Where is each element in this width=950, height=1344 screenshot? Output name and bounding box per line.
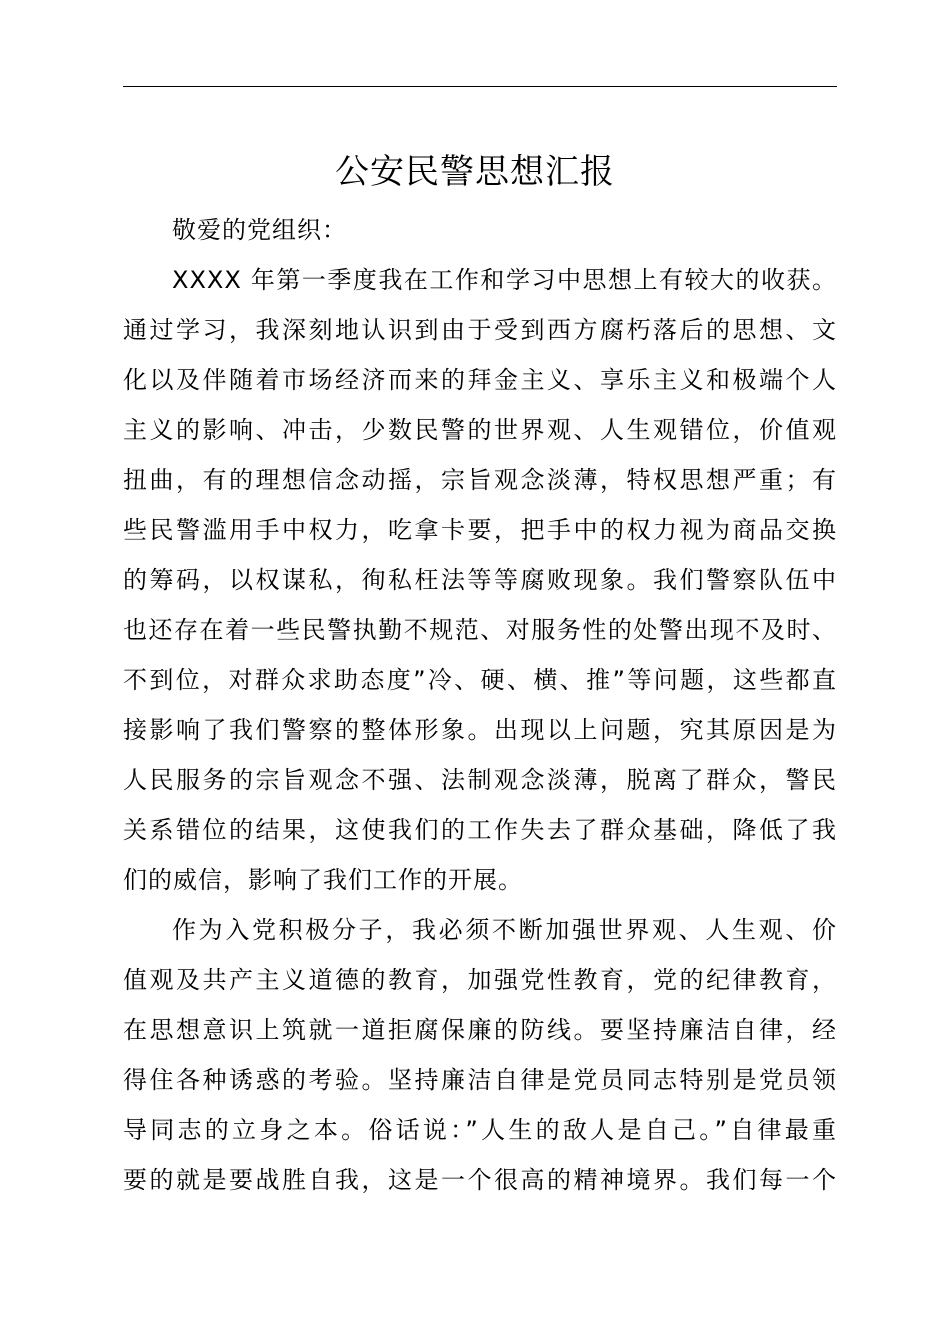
text-line: 值观及共产主义道德的教育，加强党性教育，党的纪律教育， bbox=[123, 966, 837, 994]
text-line: 得住各种诱惑的考验。坚持廉洁自律是党员同志特别是党员领 bbox=[123, 1066, 837, 1094]
text-line: 化以及伴随着市场经济而来的拜金主义、享乐主义和极端个人 bbox=[123, 366, 837, 394]
paragraph-1 bbox=[123, 255, 837, 905]
text-line: 作为入党积极分子，我必须不断加强世界观、人生观、价 bbox=[172, 916, 837, 944]
text-line: 要的就是要战胜自我，这是一个很高的精神境界。我们每一个 bbox=[123, 1166, 837, 1194]
text-line: 的筹码，以权谋私，徇私枉法等等腐败现象。我们警察队伍中 bbox=[123, 566, 837, 594]
text-line: 些民警滥用手中权力，吃拿卡要，把手中的权力视为商品交换 bbox=[123, 516, 837, 544]
text-line: 在思想意识上筑就一道拒腐保廉的防线。要坚持廉洁自律，经 bbox=[123, 1016, 837, 1044]
document-body bbox=[123, 205, 837, 1205]
paragraph-2 bbox=[123, 905, 837, 1205]
text-line: 人民服务的宗旨观念不强、法制观念淡薄，脱离了群众，警民 bbox=[123, 766, 837, 794]
text-line: 扭曲，有的理想信念动摇，宗旨观念淡薄，特权思想严重；有 bbox=[123, 466, 837, 494]
text-line: 不到位，对群众求助态度”冷、硬、横、推”等问题，这些都直 bbox=[123, 666, 837, 694]
header-rule bbox=[123, 86, 837, 87]
text-line: 导同志的立身之本。俗话说：”人生的敌人是自己。”自律最重 bbox=[123, 1116, 837, 1144]
text-line: 们的威信，影响了我们工作的开展。 bbox=[123, 866, 523, 894]
text-line: 关系错位的结果，这使我们的工作失去了群众基础，降低了我 bbox=[123, 816, 837, 844]
salutation: 敬爱的党组织： bbox=[172, 216, 347, 244]
text-line: 主义的影响、冲击，少数民警的世界观、人生观错位，价值观 bbox=[123, 416, 837, 444]
text-line: 也还存在着一些民警执勤不规范、对服务性的处警出现不及时、 bbox=[123, 616, 837, 644]
text-line: 接影响了我们警察的整体形象。出现以上问题，究其原因是为 bbox=[123, 716, 837, 744]
text-line: 通过学习，我深刻地认识到由于受到西方腐朽落后的思想、文 bbox=[123, 316, 837, 344]
document-title: 公安民警思想汇报 bbox=[335, 152, 615, 192]
text-line: XXXX 年第一季度我在工作和学习中思想上有较大的收获。 bbox=[172, 266, 837, 294]
